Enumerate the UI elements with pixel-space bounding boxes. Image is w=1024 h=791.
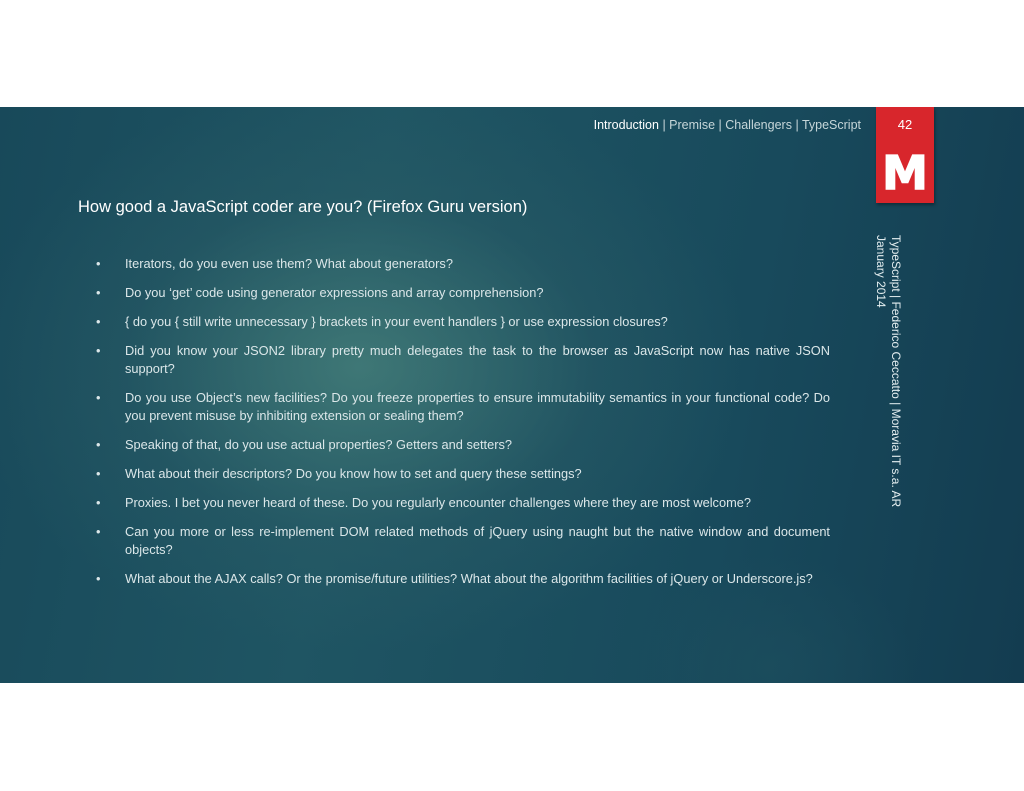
footer-presenter: TypeScript | Federico Ceccatto | Moravia IT s.a. AR [889,235,903,508]
page-number: 42 [897,117,913,132]
footer-vertical-note [873,235,903,507]
bullet-text: Iterators, do you even use them? What about generators? [125,256,453,271]
bullet-text: Proxies. I bet you never heard of these. Do you regularly encounter challenges where they are most welcome? [125,495,751,510]
bullet-icon: • [96,524,101,539]
bullet-text: What about the AJAX calls? Or the promise/future utilities? What about the algorithm facilities of jQuery or Underscore.js? [125,571,813,586]
list-item [96,523,830,559]
bullet-icon: • [96,495,101,510]
breadcrumb-item-challengers: Challengers [725,118,792,132]
slide-title: How good a JavaScript coder are you? (Firefox Guru version) [78,198,528,216]
bullet-text: { do you { still write unnecessary } brackets in your event handlers } or use expression closures? [125,314,668,329]
bullet-text: What about their descriptors? Do you know how to set and query these settings? [125,466,582,481]
bullet-icon: • [96,437,101,452]
bullet-icon: • [96,571,101,586]
slide [0,107,1024,683]
bullet-text: Speaking of that, do you use actual properties? Getters and setters? [125,437,512,452]
list-item [96,570,830,588]
breadcrumb [594,118,861,132]
breadcrumb-separator: | [662,118,666,132]
bullet-list [96,255,830,599]
breadcrumb-item-premise: Premise [669,118,716,132]
list-item [96,465,830,483]
list-item [96,284,830,302]
footer-date: January 2014 [874,235,888,308]
breadcrumb-separator: | [795,118,799,132]
list-item [96,494,830,512]
bullet-icon: • [96,285,101,300]
breadcrumb-item-typescript: TypeScript [801,118,861,132]
bullet-icon: • [96,256,101,271]
list-item [96,342,830,378]
bullet-text: Can you more or less re-implement DOM related methods of jQuery using naught but the native window and document objects? [125,524,830,557]
bullet-icon: • [96,390,101,405]
bullet-text: Did you know your JSON2 library pretty much delegates the task to the browser as JavaScript now has native JSON support? [125,343,830,376]
breadcrumb-active: Introduction [593,118,659,132]
page-badge [876,107,934,203]
bullet-icon: • [96,314,101,329]
bullet-icon: • [96,343,101,358]
list-item [96,436,830,454]
list-item [96,389,830,425]
logo-letter: M [882,146,928,199]
bullet-text: Do you use Object’s new facilities? Do you freeze properties to ensure immutability semantics in your functional code? Do you prevent misuse by inhibiting extension or sealing them? [125,390,830,423]
moravia-logo-icon [876,145,934,199]
list-item [96,255,830,273]
breadcrumb-separator: | [718,118,722,132]
bullet-icon: • [96,466,101,481]
bullet-text: Do you ‘get’ code using generator expressions and array comprehension? [125,285,544,300]
list-item [96,313,830,331]
